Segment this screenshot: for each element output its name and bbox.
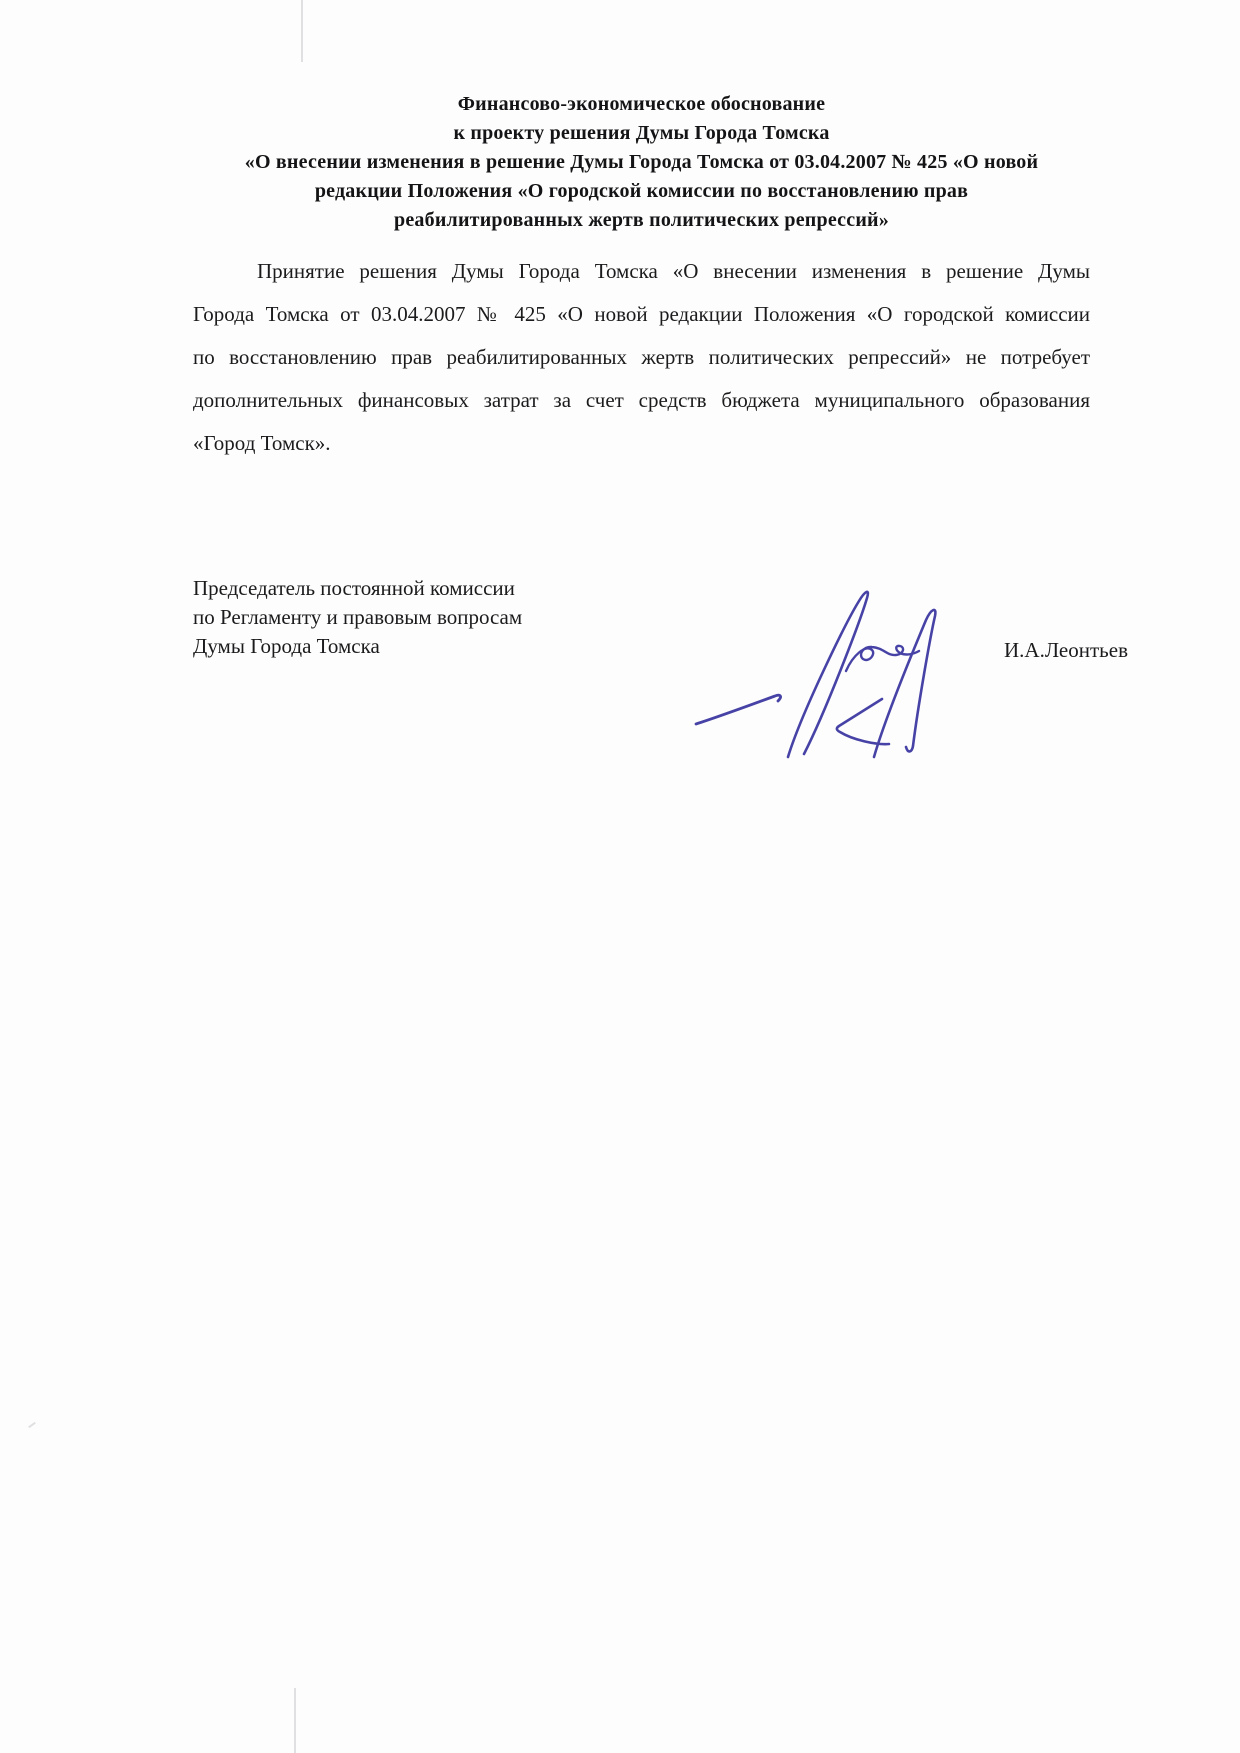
- body-line-5: «Город Томск».: [193, 431, 331, 455]
- document-title: [193, 90, 1090, 235]
- scan-artifact-bottom-line: [294, 1688, 296, 1753]
- body-line-4: дополнительных финансовых затрат за счет средств бюджета муниципального образования: [193, 388, 1090, 412]
- title-line-4: редакции Положения «О городской комиссии по восстановлению прав: [314, 180, 969, 202]
- title-line-5: реабилитированных жертв политических репрессий»: [394, 209, 889, 231]
- body-line-2: Города Томска от 03.04.2007 № 425 «О новой редакции Положения «О городской комиссии: [193, 302, 1090, 326]
- signature-stroke-left-loop: [788, 592, 868, 757]
- signatory-title-line-1: Председатель постоянной комиссии: [193, 576, 515, 600]
- title-line-1: Финансово-экономическое обоснование: [457, 93, 826, 115]
- scan-artifact-top-line: [301, 0, 303, 62]
- title-line-2: к проекту решения Думы Города Томска: [453, 122, 830, 144]
- signature-stroke-cursive-e: [846, 646, 919, 671]
- body-paragraph: [193, 250, 1090, 465]
- body-line-3: по восстановлению прав реабилитированных жертв политических репрессий» не потребует: [193, 345, 1090, 369]
- signatory-name: И.А.Леонтьев: [1004, 638, 1128, 662]
- signatory-title-line-3: Думы Города Томска: [193, 634, 380, 658]
- title-line-3: «О внесении изменения в решение Думы Города Томска от 03.04.2007 № 425 «О новой: [244, 151, 1039, 173]
- signature-stroke-right-loop: [874, 610, 935, 757]
- scan-artifact-speck: [28, 1422, 36, 1428]
- signatory-title-line-2: по Регламенту и правовым вопросам: [193, 605, 523, 629]
- handwritten-signature: [660, 570, 960, 770]
- body-line-1: Принятие решения Думы Города Томска «О внесении изменения в решение Думы: [257, 259, 1090, 283]
- signatory-title-block: [193, 574, 522, 661]
- signature-stroke-dash: [696, 695, 781, 724]
